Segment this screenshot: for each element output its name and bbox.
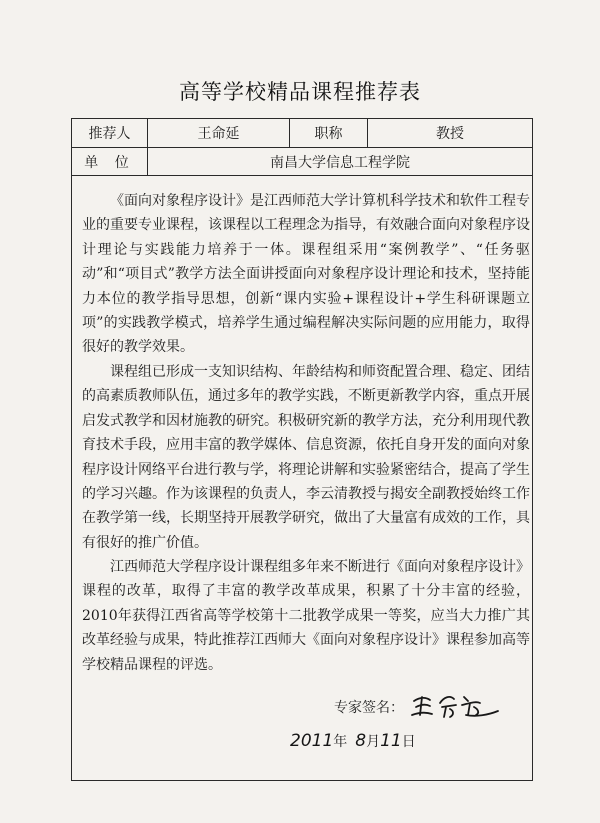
date-year: 2011: [290, 731, 334, 751]
title-label: 职称: [314, 126, 343, 142]
unit-value: 南昌大学信息工程学院: [270, 154, 410, 171]
row-divider-2: [72, 175, 532, 176]
recommender-name: 王命延: [197, 126, 240, 142]
signature-label: 专家签名：: [334, 700, 404, 716]
date-month-unit: 月: [366, 734, 381, 750]
date-day-unit: 日: [401, 734, 416, 750]
signature-scribble: [410, 691, 506, 719]
handwritten-signature: [410, 691, 506, 723]
date-year-unit: 年: [333, 734, 348, 750]
recommender-label: 推荐人: [88, 126, 131, 142]
paragraph-3: 江西师范大学程序设计课程组多年来不断进行《面向对象程序设计》课程的改革，取得了丰富的教学改革成果，积累了十分丰富的经验，2010年获得江西省高等学校第十二批教学成果一等奖，应当大力推广其改革经验与成果，特此推荐江西师大《面向对象程序设计》课程参加高等学校精品课程的评选。: [82, 559, 530, 673]
paragraph-2: 课程组已形成一支知识结构、年龄结构和师资配置合理、稳定、团结的高素质教师队伍，通过多年的教学实践，不断更新教学内容，重点开展启发式教学和因材施教的研究。积极研究新的教学方法，充分利用现代教育技术手段，应用丰富的教学媒体、信息资源，依托自身开发的面向对象程序设计网络平台进行教与学，将理论讲解和实验紧密结合，提高了学生的学习兴趣。作为该课程的负责人，李云清教授与揭安全副教授始终工作在教学第一线，长期坚持开展教学研究，做出了大量富有成效的工作，具有很好的推广价值。: [82, 364, 530, 551]
title-value: 教授: [436, 126, 464, 142]
unit-label: 单 位: [84, 154, 135, 171]
form-title: 高等学校精品课程推荐表: [179, 80, 421, 104]
date-month: 8: [355, 731, 367, 751]
date-day: 11: [380, 731, 402, 751]
signature-row: [334, 691, 506, 723]
date-row: [290, 731, 416, 751]
paragraph-1: 《面向对象程序设计》是江西师范大学计算机科学技术和软件工程专业的重要专业课程，该课程以工程理念为指导，有效融合面向对象程序设计理论与实践能力培养于一体。课程组采用“案例教学”、“任务驱动”和“项目式”教学方法全面讲授面向对象程序设计理论和技术，坚持能力本位的教学指导思想，创新“课内实验+课程设计+学生科研课题立项”的实践教学模式，培养学生通过编程解决实际问题的应用能力，取得很好的教学效果。: [82, 193, 530, 356]
recommendation-form: [71, 118, 533, 781]
